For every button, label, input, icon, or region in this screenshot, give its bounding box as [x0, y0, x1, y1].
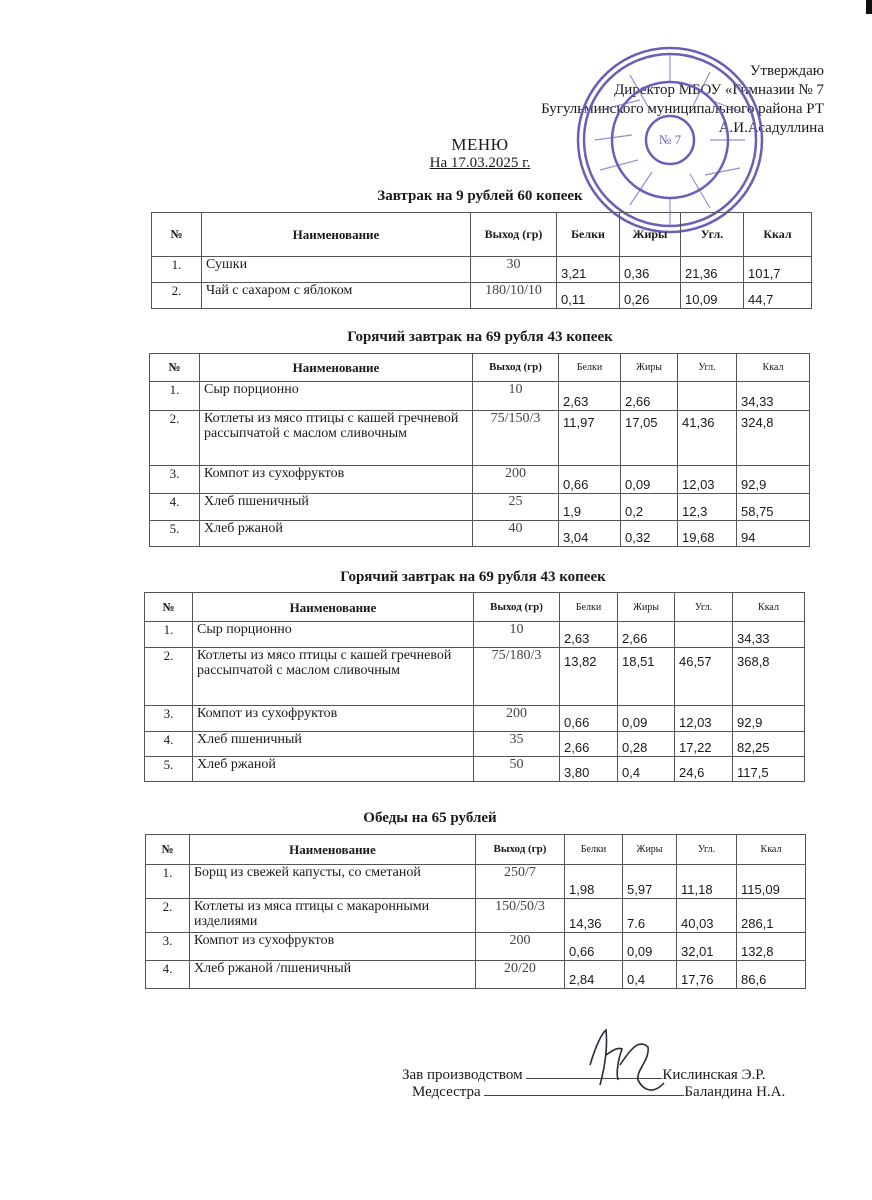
col-num: №: [152, 213, 202, 257]
menu-table-lunch: [145, 834, 806, 989]
row-protein: 3,80: [560, 757, 618, 782]
row-name: Хлеб пшеничный: [200, 494, 473, 521]
row-kcal: 92,9: [733, 706, 805, 732]
row-carbs: 24,6: [675, 757, 733, 782]
row-protein: 0,11: [557, 283, 620, 309]
row-protein: 0,66: [565, 933, 623, 961]
section-title-hot-breakfast-1: Горячий завтрак на 69 рубля 43 копеек: [347, 329, 613, 345]
col-kcal: Ккал: [744, 213, 812, 257]
row-name: Хлеб ржаной: [193, 757, 474, 782]
table-row: [145, 706, 805, 732]
row-yield: 180/10/10: [471, 283, 557, 309]
col-protein: Белки: [559, 354, 621, 382]
col-yield: Выход (гр): [474, 593, 560, 622]
col-kcal: Ккал: [737, 835, 806, 865]
col-protein: Белки: [565, 835, 623, 865]
row-fat: 2,66: [621, 382, 678, 411]
row-yield: 200: [474, 706, 560, 732]
row-name: Котлеты из мясо птицы с кашей гречневой рассыпчатой с маслом сливочным: [193, 648, 474, 706]
row-kcal: 44,7: [744, 283, 812, 309]
row-num: 3.: [146, 933, 190, 961]
table-row: [145, 732, 805, 757]
row-name: Котлеты из мяса птицы с макаронными изделиями: [190, 899, 476, 933]
table-row: [152, 257, 812, 283]
row-protein: 3,21: [557, 257, 620, 283]
row-name: Борщ из свежей капусты, со сметаной: [190, 865, 476, 899]
row-num: 4.: [145, 732, 193, 757]
approval-line-1: Утверждаю: [749, 63, 824, 79]
row-fat: 0,09: [621, 466, 678, 494]
row-protein: 3,04: [559, 521, 621, 547]
section-title-breakfast: Завтрак на 9 рублей 60 копеек: [377, 188, 583, 204]
row-carbs: 11,18: [677, 865, 737, 899]
row-num: 1.: [150, 382, 200, 411]
row-yield: 50: [474, 757, 560, 782]
col-yield: Выход (гр): [473, 354, 559, 382]
table-row: [145, 648, 805, 706]
row-kcal: 286,1: [737, 899, 806, 933]
row-yield: 10: [473, 382, 559, 411]
row-kcal: 82,25: [733, 732, 805, 757]
col-protein: Белки: [557, 213, 620, 257]
row-yield: 250/7: [476, 865, 565, 899]
signature-role-2: Медсестра: [412, 1084, 481, 1100]
row-yield: 200: [476, 933, 565, 961]
row-carbs: 19,68: [678, 521, 737, 547]
col-carbs: Угл.: [681, 213, 744, 257]
row-fat: 5,97: [623, 865, 677, 899]
row-protein: 11,97: [559, 411, 621, 466]
row-fat: 0,4: [618, 757, 675, 782]
col-fat: Жиры: [618, 593, 675, 622]
row-fat: 0,4: [623, 961, 677, 989]
row-yield: 25: [473, 494, 559, 521]
col-name: Наименование: [202, 213, 471, 257]
row-num: 1.: [152, 257, 202, 283]
table-row: [146, 865, 806, 899]
table-row: [150, 411, 810, 466]
row-name: Котлеты из мясо птицы с кашей гречневой рассыпчатой с маслом сливочным: [200, 411, 473, 466]
row-kcal: 34,33: [733, 622, 805, 648]
col-fat: Жиры: [623, 835, 677, 865]
menu-table-hot-breakfast-1: [149, 353, 810, 547]
row-kcal: 86,6: [737, 961, 806, 989]
row-num: 4.: [150, 494, 200, 521]
row-kcal: 115,09: [737, 865, 806, 899]
table-row: [145, 757, 805, 782]
table-row: [145, 622, 805, 648]
row-yield: 150/50/3: [476, 899, 565, 933]
row-num: 2.: [150, 411, 200, 466]
corner-mark: [866, 0, 872, 14]
row-protein: 1,98: [565, 865, 623, 899]
row-protein: 2,63: [559, 382, 621, 411]
row-carbs: 40,03: [677, 899, 737, 933]
svg-text:№ 7: № 7: [658, 132, 682, 147]
row-name: Хлеб пшеничный: [193, 732, 474, 757]
row-fat: 17,05: [621, 411, 678, 466]
row-carbs: [675, 622, 733, 648]
row-name: Чай с сахаром с яблоком: [202, 283, 471, 309]
signature-name-1: Кислинская Э.Р.: [662, 1067, 766, 1083]
row-fat: 0,28: [618, 732, 675, 757]
col-num: №: [146, 835, 190, 865]
row-fat: 0,09: [618, 706, 675, 732]
row-name: Компот из сухофруктов: [193, 706, 474, 732]
row-num: 1.: [145, 622, 193, 648]
row-protein: 0,66: [560, 706, 618, 732]
row-carbs: 12,3: [678, 494, 737, 521]
col-name: Наименование: [193, 593, 474, 622]
row-name: Сыр порционно: [200, 382, 473, 411]
col-carbs: Угл.: [675, 593, 733, 622]
col-fat: Жиры: [621, 354, 678, 382]
row-kcal: 117,5: [733, 757, 805, 782]
row-fat: 0,09: [623, 933, 677, 961]
row-fat: 7.6: [623, 899, 677, 933]
row-yield: 40: [473, 521, 559, 547]
row-protein: 2,84: [565, 961, 623, 989]
row-name: Сыр порционно: [193, 622, 474, 648]
row-num: 4.: [146, 961, 190, 989]
handwritten-signature: [578, 1025, 688, 1100]
table-row: [150, 494, 810, 521]
row-protein: 2,66: [560, 732, 618, 757]
row-protein: 13,82: [560, 648, 618, 706]
row-num: 5.: [145, 757, 193, 782]
col-kcal: Ккал: [737, 354, 810, 382]
menu-title: МЕНЮ: [451, 135, 509, 154]
row-protein: 1,9: [559, 494, 621, 521]
col-carbs: Угл.: [677, 835, 737, 865]
row-yield: 75/180/3: [474, 648, 560, 706]
row-yield: 20/20: [476, 961, 565, 989]
row-carbs: 32,01: [677, 933, 737, 961]
row-carbs: 12,03: [675, 706, 733, 732]
table-row: [146, 933, 806, 961]
col-name: Наименование: [190, 835, 476, 865]
row-protein: 14,36: [565, 899, 623, 933]
signature-name-2: Баландина Н.А.: [684, 1084, 786, 1100]
menu-date: На 17.03.2025 г.: [429, 155, 531, 171]
section-title-hot-breakfast-2: Горячий завтрак на 69 рубля 43 копеек: [340, 569, 606, 585]
row-fat: 18,51: [618, 648, 675, 706]
row-protein: 0,66: [559, 466, 621, 494]
row-fat: 0,32: [621, 521, 678, 547]
col-num: №: [145, 593, 193, 622]
row-kcal: 92,9: [737, 466, 810, 494]
col-yield: Выход (гр): [476, 835, 565, 865]
table-row: [150, 466, 810, 494]
table-row: [150, 521, 810, 547]
row-num: 3.: [145, 706, 193, 732]
row-kcal: 94: [737, 521, 810, 547]
row-fat: 2,66: [618, 622, 675, 648]
row-num: 2.: [146, 899, 190, 933]
row-kcal: 132,8: [737, 933, 806, 961]
row-num: 5.: [150, 521, 200, 547]
row-carbs: 46,57: [675, 648, 733, 706]
table-row: [150, 382, 810, 411]
row-num: 2.: [152, 283, 202, 309]
row-kcal: 101,7: [744, 257, 812, 283]
row-yield: 200: [473, 466, 559, 494]
col-fat: Жиры: [620, 213, 681, 257]
row-fat: 0,26: [620, 283, 681, 309]
row-carbs: 21,36: [681, 257, 744, 283]
col-num: №: [150, 354, 200, 382]
row-fat: 0,36: [620, 257, 681, 283]
row-carbs: [678, 382, 737, 411]
row-num: 3.: [150, 466, 200, 494]
row-fat: 0,2: [621, 494, 678, 521]
row-yield: 75/150/3: [473, 411, 559, 466]
col-protein: Белки: [560, 593, 618, 622]
row-kcal: 58,75: [737, 494, 810, 521]
row-name: Хлеб ржаной: [200, 521, 473, 547]
col-kcal: Ккал: [733, 593, 805, 622]
row-carbs: 12,03: [678, 466, 737, 494]
row-yield: 10: [474, 622, 560, 648]
row-carbs: 17,22: [675, 732, 733, 757]
table-row: [152, 283, 812, 309]
approval-line-2: Директор МБОУ «Гимназии № 7: [614, 82, 824, 98]
col-yield: Выход (гр): [471, 213, 557, 257]
menu-table-breakfast: [151, 212, 812, 309]
section-title-lunch: Обеды на 65 рублей: [363, 810, 497, 826]
row-name: Хлеб ржаной /пшеничный: [190, 961, 476, 989]
col-carbs: Угл.: [678, 354, 737, 382]
row-kcal: 368,8: [733, 648, 805, 706]
row-protein: 2,63: [560, 622, 618, 648]
row-num: 2.: [145, 648, 193, 706]
row-kcal: 324,8: [737, 411, 810, 466]
row-carbs: 17,76: [677, 961, 737, 989]
row-num: 1.: [146, 865, 190, 899]
menu-table-hot-breakfast-2: [144, 592, 805, 782]
table-row: [146, 899, 806, 933]
col-name: Наименование: [200, 354, 473, 382]
row-name: Компот из сухофруктов: [200, 466, 473, 494]
approval-line-3: Бугульминского муниципального района РТ: [541, 101, 824, 117]
signature-role-1: Зав производством: [402, 1067, 523, 1083]
row-name: Сушки: [202, 257, 471, 283]
row-carbs: 10,09: [681, 283, 744, 309]
row-yield: 30: [471, 257, 557, 283]
table-row: [146, 961, 806, 989]
row-yield: 35: [474, 732, 560, 757]
row-carbs: 41,36: [678, 411, 737, 466]
approval-line-4: А.И.Асадуллина: [718, 120, 824, 136]
row-name: Компот из сухофруктов: [190, 933, 476, 961]
row-kcal: 34,33: [737, 382, 810, 411]
